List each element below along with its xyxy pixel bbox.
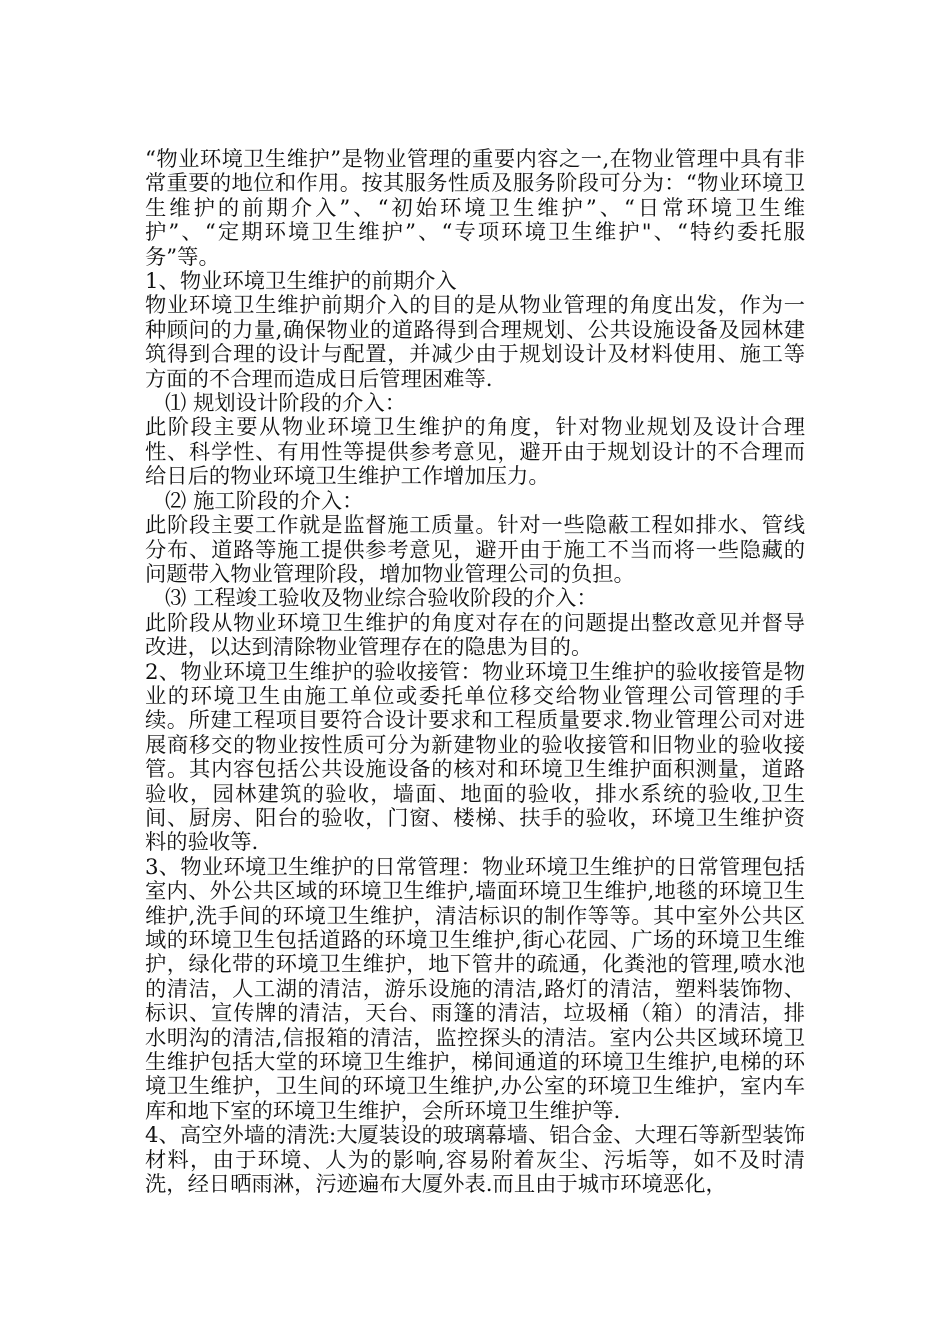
document-body — [145, 148, 805, 1197]
section-heading-1: 1、物业环境卫生维护的前期介入 — [145, 269, 457, 295]
subsection-1-paragraph: 此阶段主要从物业环境卫生维护的角度，针对物业规划及设计合理性、科学性、有用性等提供参考意见，避开由于规划设计的不合理而给日后的物业环境卫生维护工作增加压力。 — [145, 415, 805, 490]
section-3-paragraph: 3、物业环境卫生维护的日常管理：物业环境卫生维护的日常管理包括室内、外公共区域的环境卫生维护,墙面环境卫生维护,地毯的环境卫生维护,洗手间的环境卫生维护，清洁标识的制作等等。其中室外公共区域的环境卫生包括道路的环境卫生维护,街心花园、广场的环境卫生维护，绿化带的环境卫生维护，地下管井的疏通，化粪池的管理,喷水池的清洁，人工湖的清洁，游乐设施的清洁,路灯的清洁，塑料装饰物、标识、宣传牌的清洁，天台、雨篷的清洁，垃圾桶（箱）的清洁，排水明沟的清洁,信报箱的清洁，监控探头的清洁。室内公共区域环境卫生维护包括大堂的环境卫生维护，梯间通道的环境卫生维护,电梯的环境卫生维护，卫生间的环境卫生维护,办公室的环境卫生维护，室内车库和地下室的环境卫生维护，会所环境卫生维护等. — [145, 854, 805, 1124]
subsection-heading-2: ⑵ 施工阶段的介入： — [165, 488, 364, 514]
subsection-2-paragraph: 此阶段主要工作就是监督施工质量。针对一些隐蔽工程如排水、管线分布、道路等施工提供参考意见，避开由于施工不当而将一些隐藏的问题带入物业管理阶段，增加物业管理公司的负担。 — [145, 513, 805, 587]
subsection-heading-3: ⑶ 工程竣工验收及物业综合验收阶段的介入： — [165, 586, 598, 612]
subsection-3-paragraph: 此阶段从物业环境卫生维护的角度对存在的问题提出整改意见并督导改进，以达到清除物业管理存在的隐患为目的。 — [145, 610, 805, 661]
section-1-paragraph: 物业环境卫生维护前期介入的目的是从物业管理的角度出发，作为一种顾问的力量,确保物业的道路得到合理规划、公共设施设备及园林建筑得到合理的设计与配置，并减少由于规划设计及材料使用、施工等方面的不合理而造成日后管理困难等. — [145, 293, 805, 392]
section-2-paragraph: 2、物业环境卫生维护的验收接管：物业环境卫生维护的验收接管是物业的环境卫生由施工单位或委托单位移交给物业管理公司管理的手续。所建工程项目要符合设计要求和工程质量要求.物业管理公司对进展商移交的物业按性质可分为新建物业的验收接管和旧物业的验收接管。其内容包括公共设施设备的核对和环境卫生维护面积测量，道路验收，园林建筑的验收，墙面、地面的验收，排水系统的验收,卫生间、厨房、阳台的验收，门窗、楼梯、扶手的验收，环境卫生维护资料的验收等. — [145, 659, 805, 856]
intro-paragraph: “物业环境卫生维护”是物业管理的重要内容之一,在物业管理中具有非常重要的地位和作用。按其服务性质及服务阶段可分为：“物业环境卫生维护的前期介入”、“初始环境卫生维护”、“日常环境卫生维护”、“定期环境卫生维护”、“专项环境卫生维护"、“特约委托服务”等。 — [145, 147, 805, 270]
section-4-paragraph: 4、高空外墙的清洗:大厦装设的玻璃幕墙、铝合金、大理石等新型装饰材料，由于环境、人为的影响,容易附着灰尘、污垢等，如不及时清洗，经日晒雨淋，污迹遍布大厦外表.而且由于城市环境恶化， — [145, 1123, 805, 1198]
subsection-heading-1: ⑴ 规划设计阶段的介入： — [165, 391, 407, 417]
